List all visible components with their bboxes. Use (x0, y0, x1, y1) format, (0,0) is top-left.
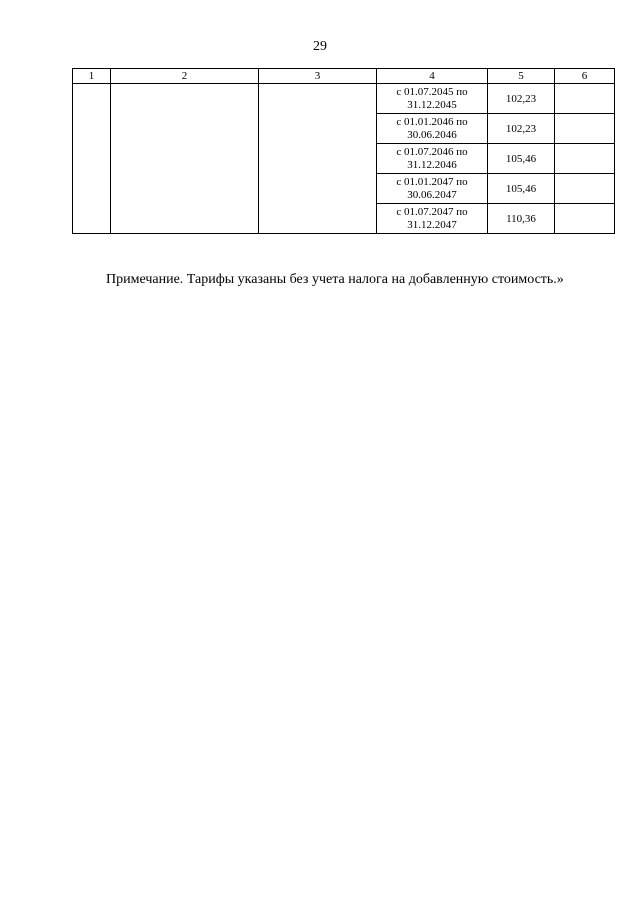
tariff-table (72, 68, 615, 234)
cell-col-2-merged (111, 84, 259, 234)
col6-cell (555, 174, 615, 204)
tariff-cell: 105,46 (488, 144, 555, 174)
col6-cell (555, 114, 615, 144)
page-number: 29 (313, 39, 327, 54)
header-col-6: 6 (555, 69, 615, 84)
period-to: 30.06.2047 (407, 188, 457, 201)
period-from: с 01.01.2047 по (396, 175, 468, 188)
table-row (73, 84, 615, 114)
tariff-cell: 110,36 (488, 204, 555, 234)
period-cell (377, 144, 488, 174)
header-col-2: 2 (111, 69, 259, 84)
tariff-cell: 102,23 (488, 84, 555, 114)
tariff-note: Примечание. Тарифы указаны без учета налога на добавленную стоимость.» (106, 272, 564, 287)
col6-cell (555, 144, 615, 174)
period-from: с 01.07.2045 по (396, 85, 468, 98)
header-col-3: 3 (259, 69, 377, 84)
tariff-cell: 105,46 (488, 174, 555, 204)
period-cell (377, 204, 488, 234)
header-col-1: 1 (73, 69, 111, 84)
period-from: с 01.07.2046 по (396, 145, 468, 158)
cell-col-1-merged (73, 84, 111, 234)
header-col-4: 4 (377, 69, 488, 84)
period-cell (377, 114, 488, 144)
table-header-row (73, 69, 615, 84)
header-col-5: 5 (488, 69, 555, 84)
period-to: 30.06.2046 (407, 128, 457, 141)
period-from: с 01.07.2047 по (396, 205, 468, 218)
col6-cell (555, 204, 615, 234)
col6-cell (555, 84, 615, 114)
period-to: 31.12.2046 (407, 158, 457, 171)
tariff-cell: 102,23 (488, 114, 555, 144)
period-cell (377, 84, 488, 114)
period-to: 31.12.2045 (407, 98, 457, 111)
cell-col-3-merged (259, 84, 377, 234)
period-cell (377, 174, 488, 204)
period-from: с 01.01.2046 по (396, 115, 468, 128)
period-to: 31.12.2047 (407, 218, 457, 231)
